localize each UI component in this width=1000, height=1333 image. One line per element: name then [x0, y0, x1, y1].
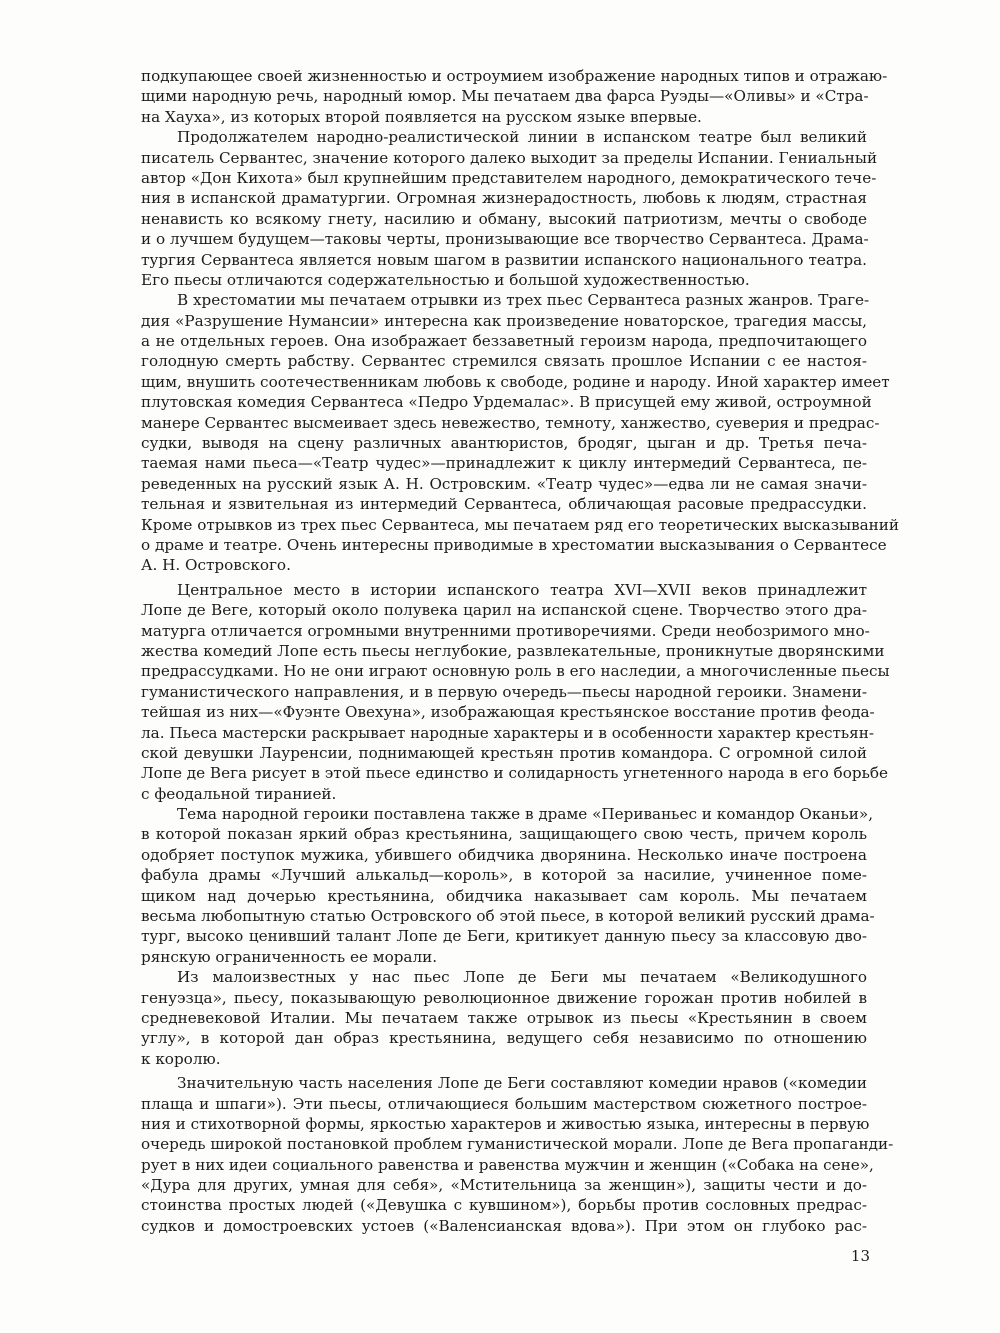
text-line: рует в них идеи социального равенства и равенства мужчин и женщин («Собака на сене», [141, 1155, 874, 1174]
text-line: к королю. [141, 1049, 221, 1068]
text-line: углу», в которой дан образ крестьянина, ведущего себя независимо по отношению [141, 1029, 867, 1048]
text-line: плутовская комедия Сервантеса «Педро Урдемалас». В присущей ему живой, остроумной [141, 393, 872, 412]
text-line: подкупающее своей жизненностью и остроумием изображение народных типов и отражаю- [141, 67, 888, 85]
text-line: генуэзца», пьесу, показывающую революционное движение горожан против нобилей в [141, 988, 867, 1007]
text-line: Его пьесы отличаются содержательностью и большой художественностью. [141, 270, 750, 289]
paragraph [141, 967, 867, 1069]
text-line: А. Н. Островского. [141, 556, 291, 575]
text-line: Лопе де Веге, который около полувека царил на испанской сцене. Творчество этого дра- [141, 601, 867, 620]
text-line: тейшая из них—«Фуэнте Овехуна», изображающая крестьянское восстание против феода- [141, 703, 875, 722]
text-line: о драме и театре. Очень интересны приводимые в хрестоматии высказывания о Сервантесе [141, 535, 887, 554]
paragraph [141, 66, 888, 127]
text-line: «Дура для других, умная для себя», «Мстительница за женщин»), защиты чести и до- [141, 1176, 867, 1195]
text-line: с феодальной тиранией. [141, 784, 337, 803]
text-line: жества комедий Лопе есть пьесы неглубокие, развлекательные, проникнутые дворянскими [141, 641, 885, 660]
text-line: рянскую ограниченность ее морали. [141, 947, 438, 966]
text-line: писатель Сервантес, значение которого далеко выходит за пределы Испании. Гениальный [141, 148, 878, 167]
paragraph [141, 127, 878, 290]
text-line: ской девушки Лауренсии, поднимающей крестьян против командора. С огромной силой [141, 743, 867, 762]
text-line: ла. Пьеса мастерски раскрывает народные характеры и в особенности характер крестьян- [141, 723, 874, 742]
text-line: предрассудками. Но не они играют основную роль в его наследии, а многочисленные пьесы [141, 662, 890, 681]
text-line: таемая нами пьеса—«Театр чудес»—принадлежит к циклу интермедий Сервантеса, пе- [141, 454, 867, 473]
text-line: и о лучшем будущем—таковы черты, пронизывающие все творчество Сервантеса. Драма- [141, 230, 869, 249]
text-line: очередь широкой постановкой проблем гуманистической морали. Лопе де Вега пропаганди- [141, 1135, 894, 1154]
paragraph [141, 804, 875, 967]
text-line: В хрестоматии мы печатаем отрывки из трех пьес Сервантеса разных жанров. Траге- [177, 291, 870, 310]
text-line: ния в испанской драматургии. Огромная жизнерадостность, любовь к людям, страстная [141, 189, 867, 208]
text-line: стоинства простых людей («Девушка с кувшином»), борьбы против сословных предрас- [141, 1196, 867, 1215]
text-line: средневековой Италии. Мы печатаем также отрывок из пьесы «Крестьянин в своем [141, 1008, 867, 1027]
text-line: щими народную речь, народный юмор. Мы печатаем два фарса Руэды—«Оливы» и «Стра- [141, 87, 869, 106]
text-line: голодную смерть рабству. Сервантес стремился связать прошлое Испании с ее настоя- [141, 352, 867, 371]
text-line: фабула драмы «Лучший алькальд—король», в которой за насилие, учиненное поме- [141, 866, 867, 885]
text-line: ния и стихотворной формы, яркостью характеров и живостью языка, интересны в первую [141, 1114, 870, 1133]
text-line: Кроме отрывков из трех пьес Сервантеса, мы печатаем ряд его теоретических высказываний [141, 515, 900, 534]
text-line: ненависть ко всякому гнету, насилию и обману, высокий патриотизм, мечты о свободе [141, 209, 867, 228]
text-line: Тема народной героики поставлена также в драме «Периваньес и командор Оканьи», [177, 805, 874, 824]
text-line: судки, выводя на сцену различных авантюристов, бродяг, цыган и др. Третья печа- [141, 434, 867, 453]
text-line: судков и домостроевских устоев («Валенсианская вдова»). При этом он глубоко рас- [141, 1216, 867, 1235]
text-line: щим, внушить соотечественникам любовь к свободе, родине и народу. Иной характер имеет [141, 372, 890, 391]
page-number: 13 [850, 1247, 870, 1265]
text-line: тельная и язвительная из интермедий Сервантеса, обличающая расовые предрассудки. [141, 495, 867, 514]
text-line: автор «Дон Кихота» был крупнейшим представителем народного, демократического тече- [141, 168, 877, 187]
text-line: Из малоизвестных у нас пьес Лопе де Беги мы печатаем «Великодушного [177, 968, 867, 987]
paragraph [141, 580, 890, 804]
text-line: Продолжателем народно-реалистической линии в испанском театре был великий [177, 128, 867, 147]
text-line: Центральное место в истории испанского театра XVI—XVII веков принадлежит [177, 580, 867, 599]
text-line: а не отдельных героев. Она изображает беззаветный героизм народа, предпочитающего [141, 332, 867, 351]
text-line: в которой показан яркий образ крестьянина, защищающего свою честь, причем король [141, 825, 867, 844]
paragraph [141, 290, 900, 575]
text-line: тург, высоко ценивший талант Лопе де Беги, критикует данную пьесу за классовую дво- [141, 927, 867, 946]
text-line: весьма любопытную статью Островского об этой пьесе, в которой великий русский драма- [141, 907, 875, 926]
text-line: манере Сервантес высмеивает здесь невежество, темноту, ханжество, суеверия и предрас- [141, 413, 880, 432]
text-line: матурга отличается огромными внутренними противоречиями. Среди необозримого мно- [141, 621, 870, 640]
text-line: плаща и шпаги»). Эти пьесы, отличающиеся большим мастерством сюжетного построе- [141, 1094, 867, 1113]
text-line: одобряет поступок мужика, убившего обидчика дворянина. Несколько иначе построена [141, 845, 867, 864]
text-line: дия «Разрушение Нумансии» интересна как произведение новаторское, трагедия массы, [141, 311, 867, 330]
text-line: тургия Сервантеса является новым шагом в развитии испанского национального театра. [141, 250, 867, 269]
text-line: гуманистического направления, и в первую очередь—пьесы народной героики. Знамени- [141, 682, 867, 701]
text-line: Лопе де Вега рисует в этой пьесе единство и солидарность угнетенного народа в его борьбе [141, 764, 888, 783]
text-line: щиком над дочерью крестьянина, обидчика наказывает сам король. Мы печатаем [141, 886, 867, 905]
text-line: на Хауха», из которых второй появляется на русском языке впервые. [141, 107, 702, 126]
body-text [141, 66, 900, 1236]
text-line: Значительную часть населения Лопе де Беги составляют комедии нравов («комедии [177, 1074, 867, 1093]
paragraph [141, 1073, 894, 1236]
text-line: реведенных на русский язык А. Н. Островским. «Театр чудес»—едва ли не самая значи- [141, 474, 867, 493]
